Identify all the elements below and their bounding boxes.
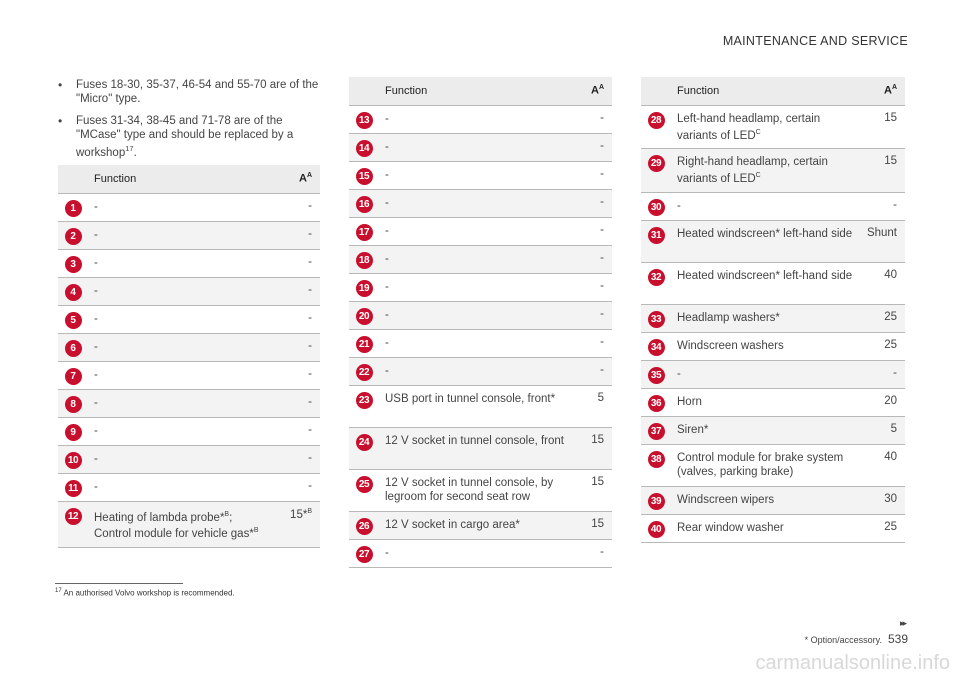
fuse-amperage: - [591, 161, 612, 189]
function-text: 12 V socket in cargo area* [385, 518, 520, 531]
fuse-number-badge: 5 [65, 312, 82, 329]
fuse-number-cell [349, 427, 379, 469]
function-text: Windscreen wipers [677, 494, 775, 507]
function-text: - [385, 546, 389, 559]
fuse-function [88, 417, 286, 445]
fuse-function [671, 389, 867, 417]
fuse-number-cell [349, 301, 379, 329]
superscript-note: B [307, 507, 312, 515]
fuse-function [379, 511, 591, 539]
table-row [58, 333, 320, 361]
fuse-amperage [286, 501, 320, 548]
fuse-amperage: - [591, 245, 612, 273]
bullet-text: Fuses 31-34, 38-45 and 71-78 are of the "MCase" type and should be replaced by a workshop$^{17}$. [76, 115, 294, 159]
fuse-number-cell [641, 445, 671, 487]
function-text: Heating of lambda probe* [94, 511, 225, 524]
double-chevron-right-icon[interactable]: ▸▸ [899, 618, 905, 628]
fuse-number-badge: 7 [65, 368, 82, 385]
table-row [58, 473, 320, 501]
fuse-function [671, 193, 867, 221]
fuse-function [88, 473, 286, 501]
bullet-item: • Fuses 31-34, 38-45 and 71-78 are of the "MCase" type and should be replaced by a workshop$^{17}$. [58, 114, 320, 160]
fuse-function [88, 333, 286, 361]
table-row [349, 217, 612, 245]
fuse-number-cell [641, 149, 671, 193]
fuse-number-badge: 35 [648, 367, 665, 384]
fuse-amperage: - [286, 333, 320, 361]
table-row [349, 539, 612, 567]
bullet-list [58, 78, 320, 168]
fuse-number-cell [58, 305, 88, 333]
table-row [58, 501, 320, 548]
function-text: - [94, 256, 98, 269]
fuse-amperage: 40 [867, 263, 905, 305]
fuse-number-cell [58, 193, 88, 221]
function-text: - [385, 168, 389, 181]
fuse-amperage: - [286, 361, 320, 389]
fuse-amperage: - [286, 277, 320, 305]
fuse-number-cell [349, 161, 379, 189]
fuse-amperage: 15 [591, 469, 612, 511]
function-text: - [385, 112, 389, 125]
function-text: Heated windscreen* left-hand side [677, 228, 853, 241]
function-text: - [677, 200, 681, 213]
table-row [349, 189, 612, 217]
fuse-amperage: 30 [867, 487, 905, 515]
fuse-number-badge: 10 [65, 452, 82, 469]
table-row [349, 133, 612, 161]
table-row [349, 329, 612, 357]
fuse-number-badge: 25 [356, 476, 373, 493]
fuse-table-3 [641, 77, 905, 543]
fuse-amperage: - [591, 105, 612, 133]
fuse-number-badge: 17 [356, 224, 373, 241]
function-text: - [94, 284, 98, 297]
fuse-number-cell [349, 133, 379, 161]
fuse-number-cell [641, 417, 671, 445]
fuse-number-badge: 13 [356, 112, 373, 129]
table-row [58, 305, 320, 333]
table-row [349, 301, 612, 329]
amp-header: $A^A$ [591, 77, 612, 105]
fuse-function [379, 217, 591, 245]
function-text: - [385, 224, 389, 237]
fuse-number-cell [349, 273, 379, 301]
fuse-amperage: Shunt [867, 221, 905, 263]
amperage-text: 15* [290, 508, 308, 521]
fuse-function [88, 305, 286, 333]
fuse-amperage: - [591, 539, 612, 567]
fuse-function [379, 427, 591, 469]
fuse-number-badge: 21 [356, 336, 373, 353]
fuse-number-badge: 2 [65, 228, 82, 245]
fuse-amperage: - [867, 361, 905, 389]
fuse-number-cell [641, 515, 671, 543]
function-text: Heated windscreen* left-hand side [677, 270, 853, 283]
fuse-number-badge: 24 [356, 434, 373, 451]
page-number: 539 [887, 632, 908, 646]
fuse-number-cell [58, 333, 88, 361]
footnote-ref[interactable]: 17 [125, 144, 134, 153]
fuse-number-cell [58, 221, 88, 249]
fuse-number-badge: 31 [648, 227, 665, 244]
table-row [349, 385, 612, 427]
fuse-amperage: - [591, 217, 612, 245]
fuse-number-cell [349, 357, 379, 385]
function-text: Headlamp washers* [677, 312, 780, 325]
fuse-number-badge: 39 [648, 493, 665, 510]
function-text: - [385, 280, 389, 293]
fuse-number-badge: 15 [356, 168, 373, 185]
table-row [641, 333, 905, 361]
function-header: Function [379, 77, 591, 105]
fuse-function [379, 189, 591, 217]
table-row [58, 389, 320, 417]
fuse-number-cell [641, 263, 671, 305]
fuse-function [379, 469, 591, 511]
fuse-number-cell [349, 469, 379, 511]
fuse-amperage: 20 [867, 389, 905, 417]
footnote-divider [55, 583, 183, 584]
fuse-function [379, 539, 591, 567]
fuse-number-badge: 22 [356, 364, 373, 381]
fuse-number-badge: 34 [648, 339, 665, 356]
fuse-table-1 [58, 165, 320, 548]
fuse-number-badge: 36 [648, 395, 665, 412]
fuse-function [671, 487, 867, 515]
fuse-number-badge: 26 [356, 518, 373, 535]
function-text: 12 V socket in tunnel console, front [385, 434, 564, 447]
fuse-number-cell [349, 329, 379, 357]
fuse-number-cell [58, 417, 88, 445]
function-text: Left-hand headlamp, certain variants of LED [677, 112, 821, 142]
fuse-number-badge: 3 [65, 256, 82, 273]
table-row [641, 263, 905, 305]
fuse-number-cell [58, 445, 88, 473]
function-text: - [385, 364, 389, 377]
fuse-number-cell [349, 385, 379, 427]
fuse-amperage: - [286, 249, 320, 277]
superscript-note: B [253, 527, 259, 535]
function-text: - [94, 200, 98, 213]
watermark: carmanualsonline.info [755, 652, 950, 674]
table-header-row [641, 77, 905, 105]
fuse-number-cell [349, 105, 379, 133]
amp-header: $A^A$ [867, 77, 905, 105]
function-text: Right-hand headlamp, certain variants of LED [677, 156, 828, 186]
fuse-number-cell [349, 511, 379, 539]
table-row [349, 511, 612, 539]
table-row [641, 193, 905, 221]
fuse-number-badge: 20 [356, 308, 373, 325]
fuse-function [379, 329, 591, 357]
fuse-function [671, 361, 867, 389]
function-text: - [677, 368, 681, 381]
fuse-function [671, 445, 867, 487]
fuse-function [88, 501, 286, 548]
footnote-text: An authorised Volvo workshop is recommended. [63, 588, 235, 598]
function-text: - [94, 312, 98, 325]
fuse-number-cell [641, 105, 671, 149]
superscript-note: B [224, 510, 230, 518]
superscript-note: C [755, 128, 761, 136]
function-text: - [94, 368, 98, 381]
fuse-function [671, 515, 867, 543]
function-header: Function [671, 77, 867, 105]
superscript-note: C [755, 172, 761, 180]
amp-header: $A^A$ [286, 165, 320, 193]
table-row [349, 469, 612, 511]
fuse-number-badge: 33 [648, 311, 665, 328]
table-row [349, 273, 612, 301]
fuse-amperage: - [286, 417, 320, 445]
table-row [58, 277, 320, 305]
function-text: - [385, 308, 389, 321]
fuse-number-badge: 18 [356, 252, 373, 269]
fuse-number-badge: 6 [65, 340, 82, 357]
fuse-number-cell [58, 249, 88, 277]
table-row [58, 249, 320, 277]
fuse-function [671, 105, 867, 149]
fuse-function [379, 105, 591, 133]
fuse-function [379, 245, 591, 273]
fuse-amperage: - [591, 357, 612, 385]
fuse-amperage: - [591, 273, 612, 301]
fuse-function [671, 417, 867, 445]
fuse-number-cell [58, 501, 88, 548]
fuse-amperage: - [591, 301, 612, 329]
fuse-number-cell [58, 389, 88, 417]
fuse-number-cell [641, 221, 671, 263]
fuse-amperage: 25 [867, 333, 905, 361]
function-text: Windscreen washers [677, 340, 784, 353]
fuse-number-badge: 28 [648, 112, 665, 129]
fuse-number-cell [349, 539, 379, 567]
function-text: - [385, 140, 389, 153]
table-row [641, 305, 905, 333]
function-text: USB port in tunnel console, front* [385, 392, 556, 405]
fuse-function [88, 193, 286, 221]
fuse-function [671, 305, 867, 333]
fuse-number-badge: 30 [648, 199, 665, 216]
fuse-number-cell [641, 487, 671, 515]
option-note: * Option/accessory. [804, 635, 882, 645]
function-text: Siren* [677, 424, 709, 437]
function-text: - [94, 228, 98, 241]
fuse-number-badge: 32 [648, 269, 665, 286]
function-text: Control module for brake system (valves, parking brake) [677, 452, 844, 479]
fuse-number-cell [349, 189, 379, 217]
fuse-amperage: - [286, 473, 320, 501]
table-row [349, 427, 612, 469]
table-row [641, 389, 905, 417]
fuse-number-badge: 37 [648, 423, 665, 440]
fuse-amperage: 25 [867, 305, 905, 333]
function-text: - [385, 196, 389, 209]
fuse-number-badge: 9 [65, 424, 82, 441]
fuse-function [88, 389, 286, 417]
table-row [641, 417, 905, 445]
table-row [349, 161, 612, 189]
fuse-amperage: - [591, 133, 612, 161]
function-text: - [94, 452, 98, 465]
table-row [641, 445, 905, 487]
fuse-amperage: - [867, 193, 905, 221]
fuse-number-badge: 23 [356, 392, 373, 409]
fuse-number-badge: 14 [356, 140, 373, 157]
fuse-number-cell [641, 305, 671, 333]
fuse-number-badge: 40 [648, 521, 665, 538]
bullet-item: • Fuses 18-30, 35-37, 46-54 and 55-70 are of the "Micro" type. [58, 78, 319, 105]
fuse-function [379, 133, 591, 161]
table-header-row [349, 77, 612, 105]
fuse-function [671, 149, 867, 193]
page-footer [805, 632, 908, 646]
fuse-function [379, 357, 591, 385]
fuse-amperage: - [286, 305, 320, 333]
fuse-function [671, 263, 867, 305]
fuse-function [88, 361, 286, 389]
function-text: - [94, 340, 98, 353]
fuse-number-badge: 38 [648, 451, 665, 468]
fuse-function [88, 445, 286, 473]
function-text: - [385, 336, 389, 349]
function-text: - [385, 252, 389, 265]
fuse-number-badge: 16 [356, 196, 373, 213]
fuse-number-cell [58, 361, 88, 389]
fuse-number-cell [641, 361, 671, 389]
fuse-number-cell [58, 277, 88, 305]
function-text: 12 V socket in tunnel console, by legroom for second seat row [385, 476, 554, 503]
function-text: - [94, 396, 98, 409]
fuse-number-cell [641, 193, 671, 221]
fuse-amperage: 15 [867, 149, 905, 193]
fuse-table-2 [349, 77, 612, 568]
table-row [641, 361, 905, 389]
fuse-function [671, 333, 867, 361]
fuse-amperage: 5 [591, 385, 612, 427]
table-row [349, 105, 612, 133]
page-header: MAINTENANCE AND SERVICE [722, 34, 908, 48]
fuse-amperage: - [591, 189, 612, 217]
table-row [641, 149, 905, 193]
footnote-number: 17 [55, 588, 62, 594]
fuse-number-cell [641, 389, 671, 417]
fuse-amperage: - [286, 193, 320, 221]
fuse-function [379, 273, 591, 301]
fuse-amperage: - [286, 389, 320, 417]
fuse-amperage: 25 [867, 515, 905, 543]
fuse-amperage: 15 [591, 511, 612, 539]
table-row [58, 445, 320, 473]
fuse-function [379, 161, 591, 189]
fuse-number-badge: 8 [65, 396, 82, 413]
fuse-number-badge: 12 [65, 508, 82, 525]
fuse-amperage: 40 [867, 445, 905, 487]
fuse-function [88, 221, 286, 249]
fuse-function [88, 249, 286, 277]
function-text: Control module for vehicle gas* [94, 528, 254, 541]
fuse-amperage: 15 [867, 105, 905, 149]
fuse-number-badge: 4 [65, 284, 82, 301]
fuse-function [88, 277, 286, 305]
function-text: ; [229, 511, 233, 524]
fuse-function [379, 301, 591, 329]
fuse-function [379, 385, 591, 427]
fuse-number-cell [349, 245, 379, 273]
fuse-number-cell [58, 473, 88, 501]
table-row [349, 357, 612, 385]
table-row [641, 221, 905, 263]
bullet-text: Fuses 18-30, 35-37, 46-54 and 55-70 are of the "Micro" type. [76, 79, 319, 105]
fuse-amperage: 15 [591, 427, 612, 469]
table-row [58, 193, 320, 221]
function-header: Function [88, 165, 286, 193]
table-row [641, 487, 905, 515]
fuse-amperage: - [591, 329, 612, 357]
function-text: Horn [677, 396, 702, 409]
table-header-row [58, 165, 320, 193]
footnote [55, 588, 235, 598]
fuse-function [671, 221, 867, 263]
fuse-number-badge: 1 [65, 200, 82, 217]
fuse-amperage: - [286, 221, 320, 249]
fuse-number-cell [349, 217, 379, 245]
table-row [58, 361, 320, 389]
table-row [58, 221, 320, 249]
table-row [641, 105, 905, 149]
fuse-number-badge: 27 [356, 546, 373, 563]
fuse-number-badge: 19 [356, 280, 373, 297]
fuse-number-badge: 29 [648, 155, 665, 172]
function-text: - [94, 480, 98, 493]
table-row [58, 417, 320, 445]
fuse-number-badge: 11 [65, 480, 82, 497]
function-text: - [94, 424, 98, 437]
table-row [641, 515, 905, 543]
fuse-amperage: 5 [867, 417, 905, 445]
table-row [349, 245, 612, 273]
fuse-number-cell [641, 333, 671, 361]
function-text: Rear window washer [677, 522, 784, 535]
fuse-amperage: - [286, 445, 320, 473]
